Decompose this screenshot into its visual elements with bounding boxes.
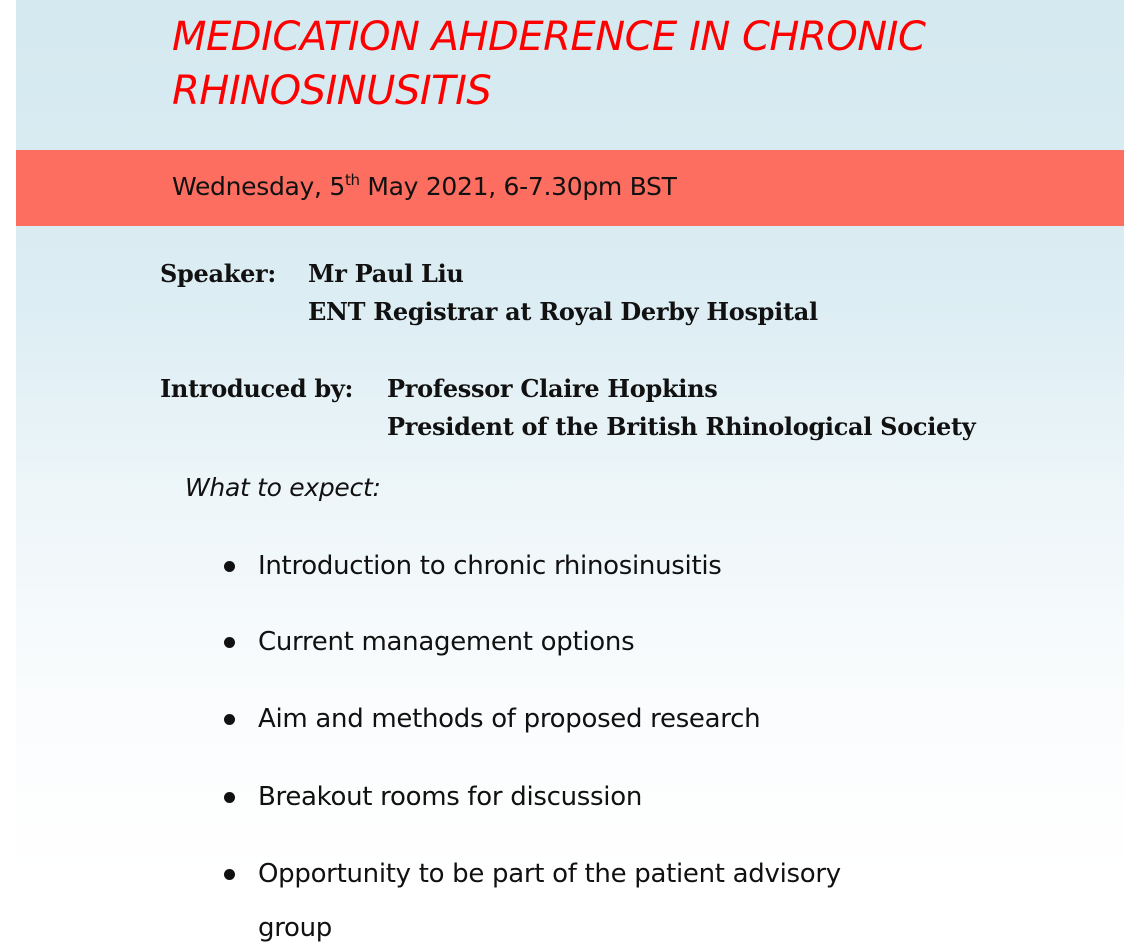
event-date-ordinal: th: [344, 171, 360, 189]
event-date: [172, 169, 677, 205]
bullet-dot-icon: [224, 792, 235, 803]
event-date-rest: May 2021, 6-7.30pm BST: [359, 172, 677, 201]
agenda-item-text: Current management options: [258, 627, 635, 657]
bullet-dot-icon: [224, 637, 235, 648]
bullet-dot-icon: [224, 714, 235, 725]
event-date-prefix: Wednesday, 5: [172, 172, 345, 201]
what-to-expect-heading: What to expect:: [185, 473, 381, 502]
agenda-item-text-continued: group: [258, 913, 333, 943]
introducer-label: Introduced by:: [160, 374, 354, 403]
bullet-dot-icon: [224, 869, 235, 880]
bullet-dot-icon: [224, 561, 235, 572]
event-title-line-1: MEDICATION AHDERENCE IN CHRONIC: [172, 14, 926, 60]
speaker-role: ENT Registrar at Royal Derby Hospital: [308, 297, 818, 326]
agenda-item-text: Breakout rooms for discussion: [258, 782, 642, 812]
event-date-banner: [16, 150, 1124, 226]
speaker-label: Speaker:: [160, 259, 276, 288]
event-title-line-2: RHINOSINUSITIS: [172, 68, 492, 114]
agenda-item-text: Introduction to chronic rhinosinusitis: [258, 551, 722, 581]
speaker-name: Mr Paul Liu: [308, 259, 464, 288]
event-title: [172, 10, 925, 118]
agenda-item-text: Aim and methods of proposed research: [258, 704, 761, 734]
introducer-name: Professor Claire Hopkins: [387, 374, 718, 403]
introducer-role: President of the British Rhinological Society: [387, 412, 976, 441]
agenda-item-text: Opportunity to be part of the patient advisory: [258, 859, 841, 889]
